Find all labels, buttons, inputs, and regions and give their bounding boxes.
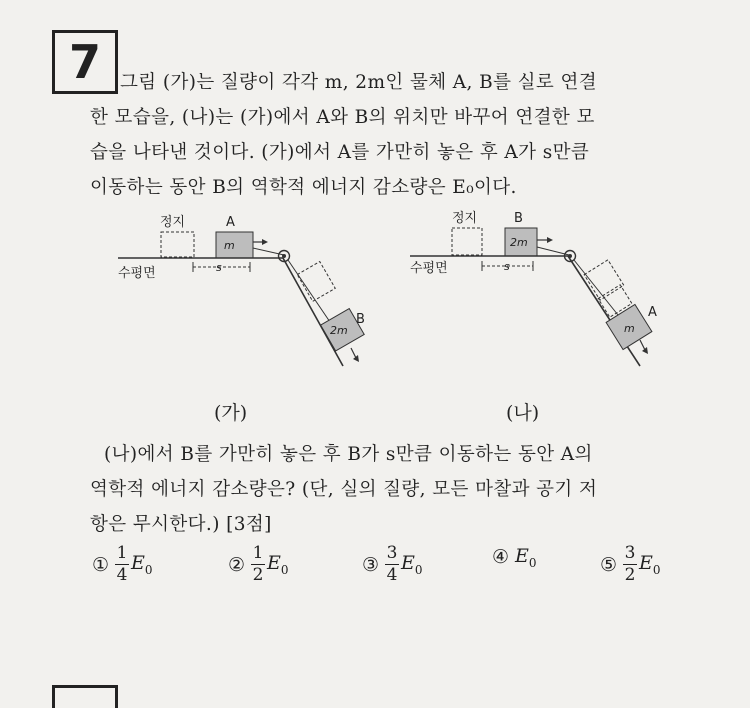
- top-block-mass-left: m: [224, 239, 235, 252]
- top-block-mass-right: 2m: [510, 236, 528, 249]
- figure-right: [410, 210, 657, 366]
- hang-block-name-left: B: [356, 312, 365, 327]
- caption-left: (가): [214, 402, 248, 424]
- problem-number: 7: [52, 30, 118, 94]
- choice-1-marker: ①: [92, 553, 110, 576]
- distance-label-right: s: [504, 260, 510, 273]
- caption-right: (나): [506, 402, 540, 424]
- choice-2-fraction: $\frac{1}{2}$: [252, 543, 264, 585]
- surface-label-right: 수평면: [410, 261, 448, 276]
- choice-5-symbol: $E_0$: [639, 552, 661, 577]
- choice-5-fraction: $\frac{3}{2}$: [624, 543, 636, 585]
- stop-outline-right: [452, 228, 482, 255]
- choice-5-marker: ⑤: [600, 553, 618, 576]
- question-line-3: 항은 무시한다.) [3점]: [90, 514, 272, 535]
- choice-4-symbol: $E_0$: [515, 545, 537, 570]
- surface-label-left: 수평면: [118, 266, 156, 281]
- stop-label-right: 정지: [452, 211, 478, 226]
- answer-choices: [90, 545, 710, 595]
- choice-4-marker: ④: [492, 546, 510, 569]
- choice-1-fraction: $\frac{1}{4}$: [116, 543, 128, 585]
- question-line-1: (나)에서 B를 가만히 놓은 후 B가 s만큼 이동하는 동안 A의: [104, 444, 593, 465]
- choice-1[interactable]: [92, 545, 153, 584]
- stem-line-2: 한 모습을, (나)는 (가)에서 A와 B의 위치만 바꾸어 연결한 모: [90, 107, 595, 128]
- choice-3-fraction: $\frac{3}{4}$: [386, 543, 398, 585]
- figure-left: [118, 214, 365, 366]
- choice-4[interactable]: [492, 545, 537, 570]
- choice-1-symbol: $E_0$: [131, 552, 153, 577]
- top-block-name-right: B: [514, 211, 523, 226]
- hang-block-mass-left: 2m: [330, 324, 348, 337]
- stop-outline-left: [161, 232, 194, 257]
- choice-3-symbol: $E_0$: [401, 552, 423, 577]
- choice-3-marker: ③: [362, 553, 380, 576]
- choice-2-symbol: $E_0$: [267, 552, 289, 577]
- incline-left: [283, 258, 343, 366]
- string-right: [537, 247, 569, 255]
- hang-block-name-right: A: [648, 305, 657, 320]
- stem-line-3: 습을 나타낸 것이다. (가)에서 A를 가만히 놓은 후 A가 s만큼: [90, 142, 590, 163]
- question-line-2: 역학적 에너지 감소량은? (단, 실의 질량, 모든 마찰과 공기 저: [90, 479, 598, 500]
- choice-3[interactable]: [362, 545, 423, 584]
- top-block-name-left: A: [226, 215, 235, 230]
- choice-5[interactable]: [600, 545, 661, 584]
- choice-2-marker: ②: [228, 553, 246, 576]
- stem-line-4: 이동하는 동안 B의 역학적 에너지 감소량은 E₀이다.: [90, 177, 517, 198]
- stem-line-1: 그림 (가)는 질량이 각각 m, 2m인 물체 A, B를 실로 연결: [120, 72, 598, 93]
- distance-label-left: s: [216, 261, 222, 274]
- choice-2[interactable]: [228, 545, 289, 584]
- stop-label-left: 정지: [160, 215, 186, 230]
- hang-block-mass-right: m: [624, 322, 635, 335]
